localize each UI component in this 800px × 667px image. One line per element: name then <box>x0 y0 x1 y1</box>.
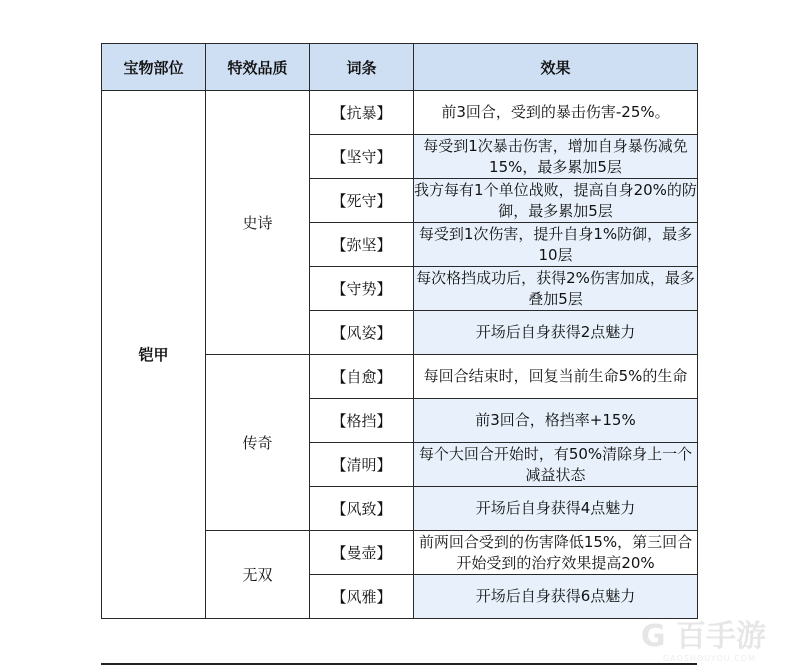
effect-cell: 前两回合受到的伤害降低15%，第三回合开始受到的治疗效果提高20% <box>414 531 698 575</box>
effect-cell: 开场后自身获得4点魅力 <box>414 487 698 531</box>
effect-cell: 开场后自身获得6点魅力 <box>414 575 698 619</box>
term-cell: 【格挡】 <box>310 399 414 443</box>
part-cell: 铠甲 <box>102 91 206 619</box>
effect-cell: 前3回合，受到的暴击伤害-25%。 <box>414 91 698 135</box>
header-part: 宝物部位 <box>102 44 206 91</box>
quality-cell-epic: 史诗 <box>206 91 310 355</box>
effect-cell: 每个大回合开始时，有50%清除身上一个减益状态 <box>414 443 698 487</box>
effect-cell: 每受到1次伤害，提升自身1%防御，最多10层 <box>414 223 698 267</box>
term-cell: 【坚守】 <box>310 135 414 179</box>
header-term: 词条 <box>310 44 414 91</box>
bottom-divider <box>101 663 697 665</box>
header-effect: 效果 <box>414 44 698 91</box>
term-cell: 【清明】 <box>310 443 414 487</box>
watermark-logo: G 百手游 <box>640 619 766 654</box>
term-cell: 【抗暴】 <box>310 91 414 135</box>
table-row <box>102 91 698 135</box>
effect-cell: 开场后自身获得2点魅力 <box>414 311 698 355</box>
effect-cell: 前3回合，格挡率+15% <box>414 399 698 443</box>
term-cell: 【曼壶】 <box>310 531 414 575</box>
watermark-url: GAOSHOUYOU.COM <box>662 654 756 663</box>
term-cell: 【风雅】 <box>310 575 414 619</box>
effect-cell: 我方每有1个单位战败，提高自身20%的防御，最多累加5层 <box>414 179 698 223</box>
quality-cell-legend: 传奇 <box>206 355 310 531</box>
effects-table <box>101 43 698 619</box>
effect-cell: 每次格挡成功后，获得2%伤害加成，最多叠加5层 <box>414 267 698 311</box>
term-cell: 【弥坚】 <box>310 223 414 267</box>
term-cell: 【死守】 <box>310 179 414 223</box>
term-cell: 【风姿】 <box>310 311 414 355</box>
term-cell: 【自愈】 <box>310 355 414 399</box>
quality-cell-peerless: 无双 <box>206 531 310 619</box>
effect-cell: 每回合结束时，回复当前生命5%的生命 <box>414 355 698 399</box>
term-cell: 【风致】 <box>310 487 414 531</box>
effect-cell: 每受到1次暴击伤害，增加自身暴伤减免15%，最多累加5层 <box>414 135 698 179</box>
table-header-row <box>102 44 698 91</box>
header-quality: 特效品质 <box>206 44 310 91</box>
term-cell: 【守势】 <box>310 267 414 311</box>
